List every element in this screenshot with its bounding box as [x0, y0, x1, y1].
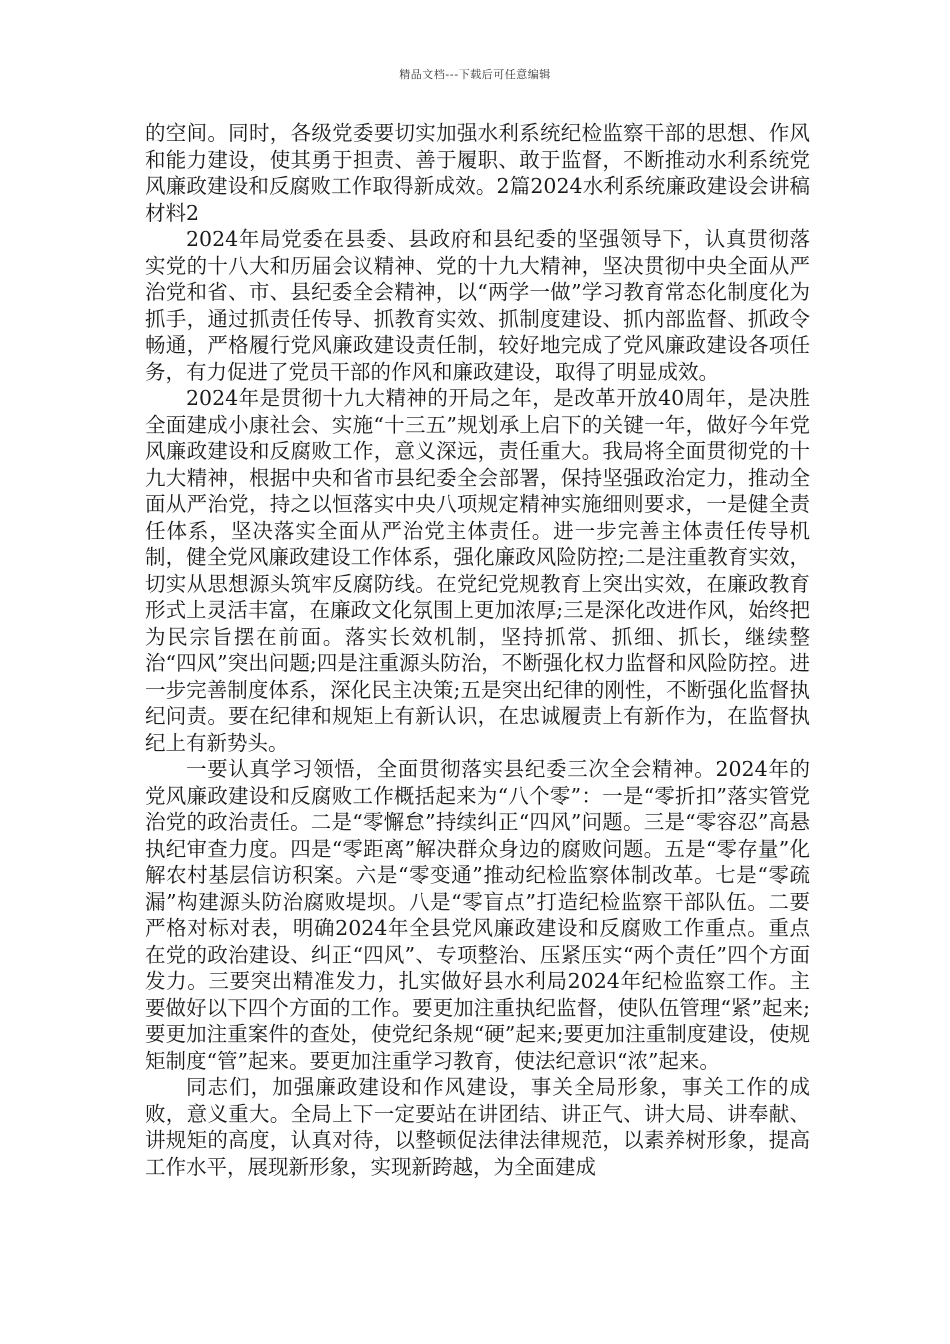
paragraph-1: 的空间。同时，各级党委要切实加强水利系统纪检监察干部的思想、作风和能力建设，使其勇于担责、善于履职、敢于监督，不断推动水利系统党风廉政建设和反腐败工作取得新成效。2篇2024水利系统廉政建设会讲稿材料2 — [145, 121, 810, 225]
paragraph-2: 2024年局党委在县委、县政府和县纪委的坚强领导下，认真贯彻落实党的十八大和历届会议精神、党的十九大精神，坚决贯彻中央全面从严治党和省、市、县纪委全会精神，以“两学一做”学习教育常态化制度化为抓手，通过抓责任传导、抓教育实效、抓制度建设、抓内部监督、抓政令畅通，严格履行党风廉政建设责任制，较好地完成了党风廉政建设各项任务，有力促进了党员干部的作风和廉政建设，取得了明显成效。 — [145, 227, 810, 384]
paragraph-5: 同志们，加强廉政建设和作风建设，事关全局形象，事关工作的成败，意义重大。全局上下一定要站在讲团结、讲正气、讲大局、讲奉献、讲规矩的高度，认真对待，以整顿促法律法律规范，以素养树形象，提高工作水平，展现新形象，实现新跨越，为全面建成 — [145, 1075, 810, 1179]
paragraph-4: 一要认真学习领悟，全面贯彻落实县纪委三次全会精神。2024年的党风廉政建设和反腐败工作概括起来为“八个零”：一是“零折扣”落实管党治党的政治责任。二是“零懈怠”持续纠正“四风”问题。三是“零容忍”高悬执纪审查力度。四是“零距离”解决群众身边的腐败问题。五是“零存量”化解农村基层信访积案。六是“零变通”推动纪检监察体制改革。七是“零疏漏”构建源头防治腐败堤坝。八是“零盲点”打造纪检监察干部队伍。二要严格对标对表，明确2024年全县党风廉政建设和反腐败工作重点。重点在党的政治建设、纠正“四风”、专项整治、压紧压实“两个责任”四个方面发力。三要突出精准发力，扎实做好县水利局2024年纪检监察工作。主要做好以下四个方面的工作。要更加注重执纪监督，使队伍管理“紧”起来;要更加注重案件的查处，使党纪条规“硬”起来;要更加注重制度建设，使规矩制度“管”起来。要更加注重学习教育，使法纪意识“浓”起来。 — [145, 757, 810, 1073]
paragraph-3: 2024年是贯彻十九大精神的开局之年，是改革开放40周年，是决胜全面建成小康社会、实施“十三五”规划承上启下的关键一年，做好今年党风廉政建设和反腐败工作，意义深远，责任重大。我局将全面贯彻党的十九大精神，根据中央和省市县纪委全会部署，保持坚强政治定力，推动全面从严治党，持之以恒落实中央八项规定精神实施细则要求，一是健全责任体系，坚决落实全面从严治党主体责任。进一步完善主体责任传导机制，健全党风廉政建设工作体系，强化廉政风险防控;二是注重教育实效，切实从思想源头筑牢反腐防线。在党纪党规教育上突出实效，在廉政教育形式上灵活丰富，在廉政文化氛围上更加浓厚;三是深化改进作风，始终把为民宗旨摆在前面。落实长效机制，坚持抓常、抓细、抓长，继续整治“四风”突出问题;四是注重源头防治，不断强化权力监督和风险防控。进一步完善制度体系，深化民主决策;五是突出纪律的刚性，不断强化监督执纪问责。要在纪律和规矩上有新认识，在忠诚履责上有新作为，在监督执纪上有新势头。 — [145, 386, 810, 755]
page-header: 精品文档---下载后可任意编辑 — [399, 68, 551, 81]
document-body — [145, 120, 810, 1180]
